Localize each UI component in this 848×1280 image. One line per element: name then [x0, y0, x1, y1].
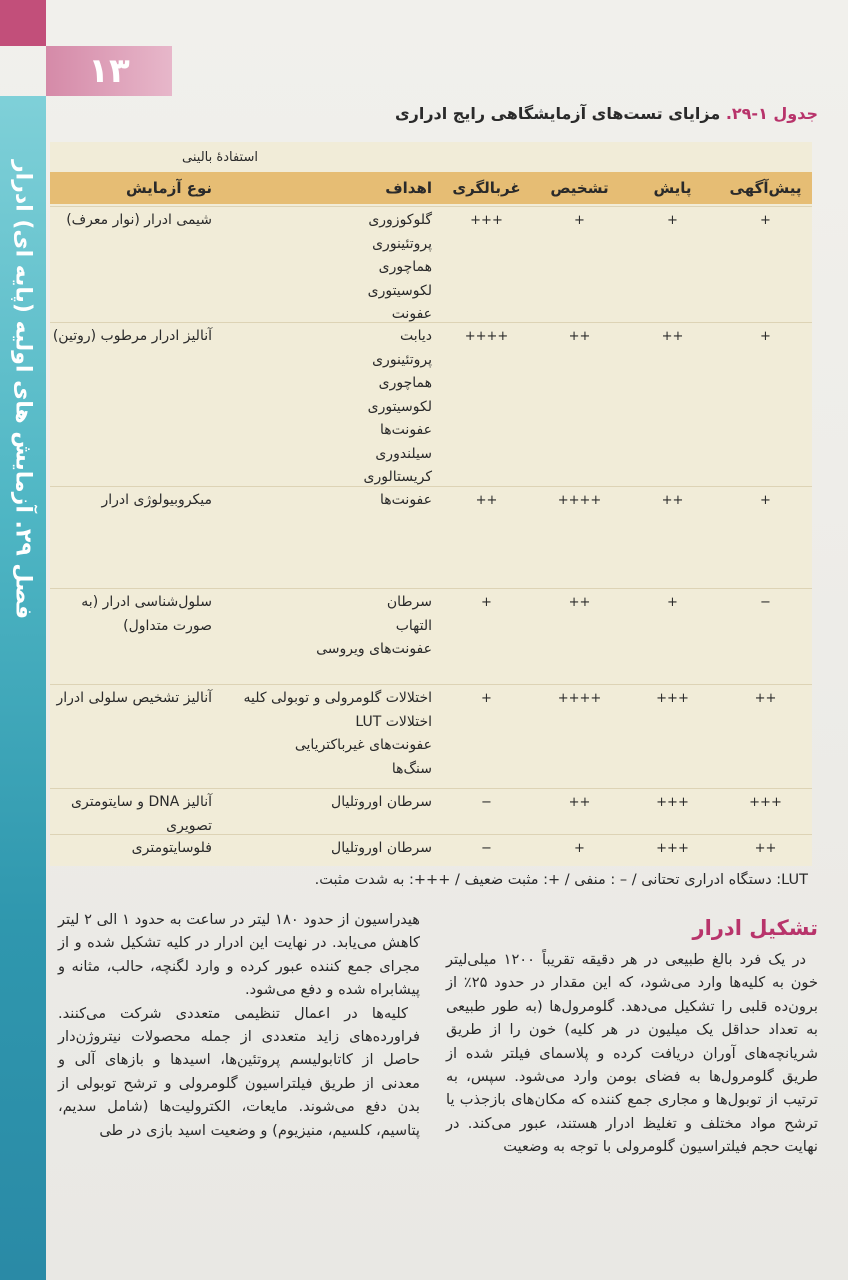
cell-screening: − [481, 841, 492, 856]
goal-item: گلوکوزوری [368, 212, 432, 228]
cell-test: آنالیز ادرار مرطوب (روتین) [52, 328, 212, 344]
cell-prognosis: + [760, 213, 771, 228]
table-caption-text: مزایای تست‌های آزمایشگاهی رایج ادراری [394, 104, 726, 123]
cell-monitoring: +++ [656, 841, 689, 856]
header-monitoring: پایش [653, 179, 692, 197]
goal-item: اختلالات گلومرولی و توبولی کلیه [243, 690, 432, 706]
cell-test: شیمی ادرار (نوار معرف) [66, 212, 212, 228]
goal-item: هماچوری [378, 375, 432, 391]
cell-diagnosis: ++++ [557, 493, 602, 508]
cell-monitoring: ++ [661, 329, 684, 344]
table-caption-label: جدول ۱-۲۹. [725, 104, 818, 123]
header-test-type: نوع آزمایش [125, 179, 212, 197]
goal-item: پروتئینوری [372, 235, 432, 252]
goal-item: عفونت‌ها [380, 492, 432, 508]
cell-prognosis: − [760, 595, 771, 610]
cell-test: فلوسایتومتری [131, 840, 212, 856]
cell-test: میکروبیولوژی ادرار [101, 492, 212, 508]
cell-test: سلول‌شناسی ادرار (به صورت متداول) [81, 594, 212, 634]
cell-diagnosis: + [574, 213, 585, 228]
header-goals: اهداف [385, 179, 432, 197]
paragraph: کلیه‌ها در اعمال تنظیمی متعددی شرکت می‌کنند. فراورده‌های زاید متعددی از جمله محصولات نیتروژن‌دار حاصل از کاتابولیسم پروتئین‌ها، اسیدها و بازهای آلی و معدنی از طریق فیلتراسیون گلومرولی و ترشح توبولی از بدن دفع می‌شوند. مایعات، الکترولیت‌ها (شامل سدیم، پتاسیم، کلسیم، منیزیوم) و وضعیت اسید بازی در طی [58, 1004, 420, 1139]
goal-item: لکوسیتوری [367, 398, 432, 415]
cell-prognosis: +++ [749, 795, 782, 810]
cell-goals [220, 323, 440, 487]
cell-screening: ++++ [464, 329, 509, 344]
header-screening: غربالگری [452, 179, 521, 197]
goal-item: سرطان اوروتلیال [331, 840, 432, 856]
goal-item: سرطان [386, 594, 432, 610]
cell-goals [220, 487, 440, 589]
cell-screening: + [481, 691, 492, 706]
page-number: ۱۳ [88, 51, 130, 91]
cell-monitoring: + [667, 213, 678, 228]
table-footnote: LUT: دستگاه ادراری تحتانی / – : منفی / +: مثبت ضعیف / +++: به شدت مثبت. [314, 872, 808, 888]
table-row [50, 322, 812, 487]
table-row [50, 206, 812, 323]
cell-goals [220, 589, 440, 685]
cell-monitoring: +++ [656, 795, 689, 810]
table-row [50, 588, 812, 685]
goal-item: عفونت‌ها [380, 422, 432, 438]
chapter-side-title: فصل ۲۹. آزمایش های اولیه (پایه ای) ادرار [10, 160, 36, 620]
goal-item: پروتئینوری [372, 351, 432, 368]
cell-diagnosis: ++ [568, 795, 591, 810]
goal-item: عفونت‌های ویروسی [316, 641, 432, 657]
header-diagnosis: تشخیص [550, 179, 609, 197]
goal-item: التهاب [395, 617, 432, 634]
table-caption [258, 104, 818, 123]
cell-monitoring: +++ [656, 691, 689, 706]
chapter-side-title-wrap [0, 110, 46, 670]
goal-item: کریستالوری [363, 469, 432, 485]
table-group-header: استفادهٔ بالینی [182, 150, 258, 165]
goal-item: دیابت [399, 328, 432, 344]
cell-screening: + [481, 595, 492, 610]
table-header-row [50, 172, 812, 204]
goal-item: سرطان اوروتلیال [331, 794, 432, 810]
cell-goals [220, 789, 440, 833]
cell-prognosis: + [760, 493, 771, 508]
cell-diagnosis: + [574, 841, 585, 856]
goal-item: سنگ‌ها [391, 760, 432, 777]
paragraph: در یک فرد بالغ طبیعی در هر دقیقه تقریباً ۱۲۰۰ میلی‌لیتر خون به کلیه‌ها وارد می‌شود، که این مقدار در حدود ۲۵٪ از برون‌ده قلبی را تشکیل می‌دهد. گلومرول‌ها (به طور طبیعی به تعداد حداقل یک میلیون در هر کلیه) خون را از طریق شریانچه‌های آوران دریافت کرده و پلاسمای فیلتر شده از طریق گلومرول‌ها به فضای بومن وارد می‌شود. سپس، به ترتیب از توبول‌ها و مجاری جمع کننده که مکان‌های بازجذب یا ترشح مواد مختلف و تغلیظ ادرار هستند، عبور می‌کند. در نهایت حجم فیلتراسیون گلومرولی با توجه به وضعیت [446, 951, 818, 1156]
cell-screening: − [481, 795, 492, 810]
cell-diagnosis: ++ [568, 595, 591, 610]
cell-monitoring: + [667, 595, 678, 610]
cell-screening: +++ [470, 213, 503, 228]
cell-monitoring: ++ [661, 493, 684, 508]
cell-diagnosis: ++ [568, 329, 591, 344]
cell-prognosis: ++ [754, 691, 777, 706]
table-row [50, 684, 812, 789]
cell-prognosis: + [760, 329, 771, 344]
goal-item: سیلندوری [375, 445, 432, 462]
text-column-right [446, 948, 818, 1159]
goal-item: عفونت‌های غیرباکتریایی [294, 737, 432, 753]
cell-prognosis: ++ [754, 841, 777, 856]
cell-goals [220, 685, 440, 789]
cell-diagnosis: ++++ [557, 691, 602, 706]
paragraph: هیدراسیون از حدود ۱۸۰ لیتر در ساعت به حدود ۱ الی ۲ لیتر کاهش می‌یابد. در نهایت این ادرار در کلیه تشکیل شده و از مجرای جمع کننده عبور کرده و وارد لگنچه، حالب، مثانه و پیشابراه شده و دفع می‌شود. [58, 911, 420, 999]
table-row [50, 486, 812, 589]
page-number-box [46, 46, 172, 96]
goal-item: اختلالات LUT [355, 713, 432, 730]
goal-item: هماچوری [378, 259, 432, 275]
cell-screening: ++ [475, 493, 498, 508]
table-row [50, 834, 812, 865]
cell-goals [220, 207, 440, 323]
cell-test: آنالیز تشخیص سلولی ادرار [56, 690, 212, 706]
header-prognosis: پیش‌آگهی [729, 179, 802, 197]
cell-goals [220, 835, 440, 865]
goal-item: لکوسیتوری [367, 282, 432, 299]
goal-item: عفونت [391, 306, 432, 322]
cell-test: آنالیز DNA و سایتومتری تصویری [71, 794, 212, 834]
top-color-strip [0, 0, 46, 46]
text-column-left [58, 908, 420, 1142]
table-row [50, 788, 812, 833]
section-title: تشکیل ادرار [692, 916, 818, 940]
